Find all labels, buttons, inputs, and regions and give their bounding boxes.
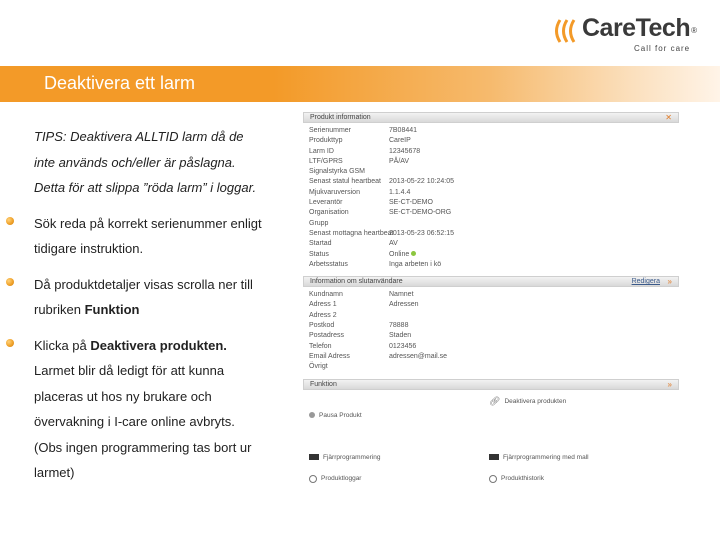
step-3-line-3: placeras ut hos ny brukare och	[34, 388, 212, 404]
table-row: Senast mottagna heartbeat 2013-05-23 06:52:15	[309, 229, 454, 237]
table-row: Organisation SE-CT-DEMO-ORG	[309, 209, 452, 217]
step-3-line-2: Larmet blir då ledigt för att kunna	[34, 363, 225, 378]
table-row: Postadress Staden	[309, 332, 412, 340]
radio-icon	[309, 412, 315, 418]
edit-link[interactable]: Redigera	[631, 278, 660, 286]
step-1	[34, 211, 296, 262]
link-icon: 🔗︎	[489, 395, 501, 406]
step-2	[34, 272, 296, 323]
title-bar	[0, 66, 720, 102]
step-3-line-5: (Obs ingen programmering tas bort ur	[34, 439, 252, 455]
remote-programming-template-button[interactable]: Fjärrprogrammering med mall	[489, 454, 589, 461]
function-area	[303, 390, 679, 505]
table-row: LTF/GPRS PÅ/AV	[309, 157, 410, 165]
table-row: Serienummer 7B08441	[309, 127, 418, 134]
tips-line-1: TIPS: Deaktivera ALLTID larm då de	[34, 129, 244, 144]
deactivate-product-button[interactable]: 🔗︎ Deaktivera produkten	[489, 395, 567, 406]
user-info-list	[303, 287, 679, 372]
expand-chevron-icon[interactable]: »	[667, 379, 672, 389]
pause-product-toggle[interactable]: Pausa Produkt	[309, 412, 362, 419]
table-row: Leverantör SE-CT-DEMO	[309, 199, 433, 207]
table-row: Email Adress adressen@mail.se	[309, 352, 448, 360]
step-1-line-2: tidigare instruktion.	[34, 241, 144, 256]
step-2-line-2: rubriken Funktion	[34, 302, 140, 317]
log-icon	[309, 475, 317, 483]
table-row: Status Online	[303, 250, 679, 260]
tips-line-2: inte används och/eller är påslagna.	[34, 154, 236, 170]
device-icon	[489, 454, 499, 460]
table-row: Adress 2	[309, 311, 337, 319]
table-row: Övrigt	[309, 363, 328, 371]
table-row: Arbetsstatus Inga arbeten i kö	[309, 260, 442, 268]
step-3-line-1: Klicka på Deaktivera produkten.	[34, 337, 227, 353]
bullet-icon	[6, 339, 14, 347]
expand-chevron-icon[interactable]: »	[667, 277, 672, 287]
table-row: Larm ID 12345678	[309, 147, 421, 155]
history-icon	[489, 475, 497, 483]
product-info-header[interactable]: Produkt information ✕	[303, 112, 679, 123]
logo-arcs-icon	[552, 18, 580, 44]
step-1-line-1: Sök reda på korrekt serienummer enligt	[34, 215, 262, 231]
step-2-line-1: Då produktdetaljer visas scrolla ner till	[34, 276, 253, 292]
online-status-icon	[411, 251, 416, 256]
remote-programming-button[interactable]: Fjärrprogrammering	[309, 454, 380, 461]
step-3-line-6: larmet)	[34, 465, 75, 480]
caretech-logo	[552, 16, 714, 56]
table-row: Telefon 0123456	[309, 342, 417, 350]
collapse-chevron-icon[interactable]: ✕	[665, 113, 672, 122]
table-row: Postkod 78888	[309, 322, 409, 330]
bullet-icon	[6, 278, 14, 286]
logo-wordmark: CareTech®	[582, 14, 697, 42]
table-row: Produkttyp CareIP	[309, 137, 411, 145]
table-row: Signalstyrka GSM	[309, 168, 366, 176]
step-3-line-4: övervakning i I-care online avbryts.	[34, 414, 235, 429]
user-info-header[interactable]: Information om slutanvändare Redigera »	[303, 276, 679, 287]
page-title: Deaktivera ett larm	[44, 73, 196, 93]
function-header[interactable]: Funktion »	[303, 379, 679, 390]
instruction-column	[34, 124, 296, 486]
step-3	[34, 333, 296, 486]
table-row: Kundnamn Namnet	[309, 291, 414, 299]
product-logs-button[interactable]: Produktloggar	[309, 475, 361, 483]
product-history-button[interactable]: Produkthistorik	[489, 475, 544, 483]
table-row: Mjukvaruversion 1.1.4.4	[309, 188, 411, 196]
product-details-screenshot	[303, 112, 679, 520]
table-row: Startad AV	[309, 240, 398, 248]
bullet-icon	[6, 217, 14, 225]
device-icon	[309, 454, 319, 460]
tips-line-3: Detta för att slippa ”röda larm” i loggar.	[34, 180, 257, 195]
product-info-list	[303, 123, 679, 270]
table-row: Senast statul heartbeat 2013-05-22 10:24:05	[309, 178, 454, 186]
logo-tagline: Call for care	[634, 44, 691, 53]
table-row: Grupp	[309, 219, 329, 227]
table-row: Adress 1 Adressen	[309, 301, 419, 309]
